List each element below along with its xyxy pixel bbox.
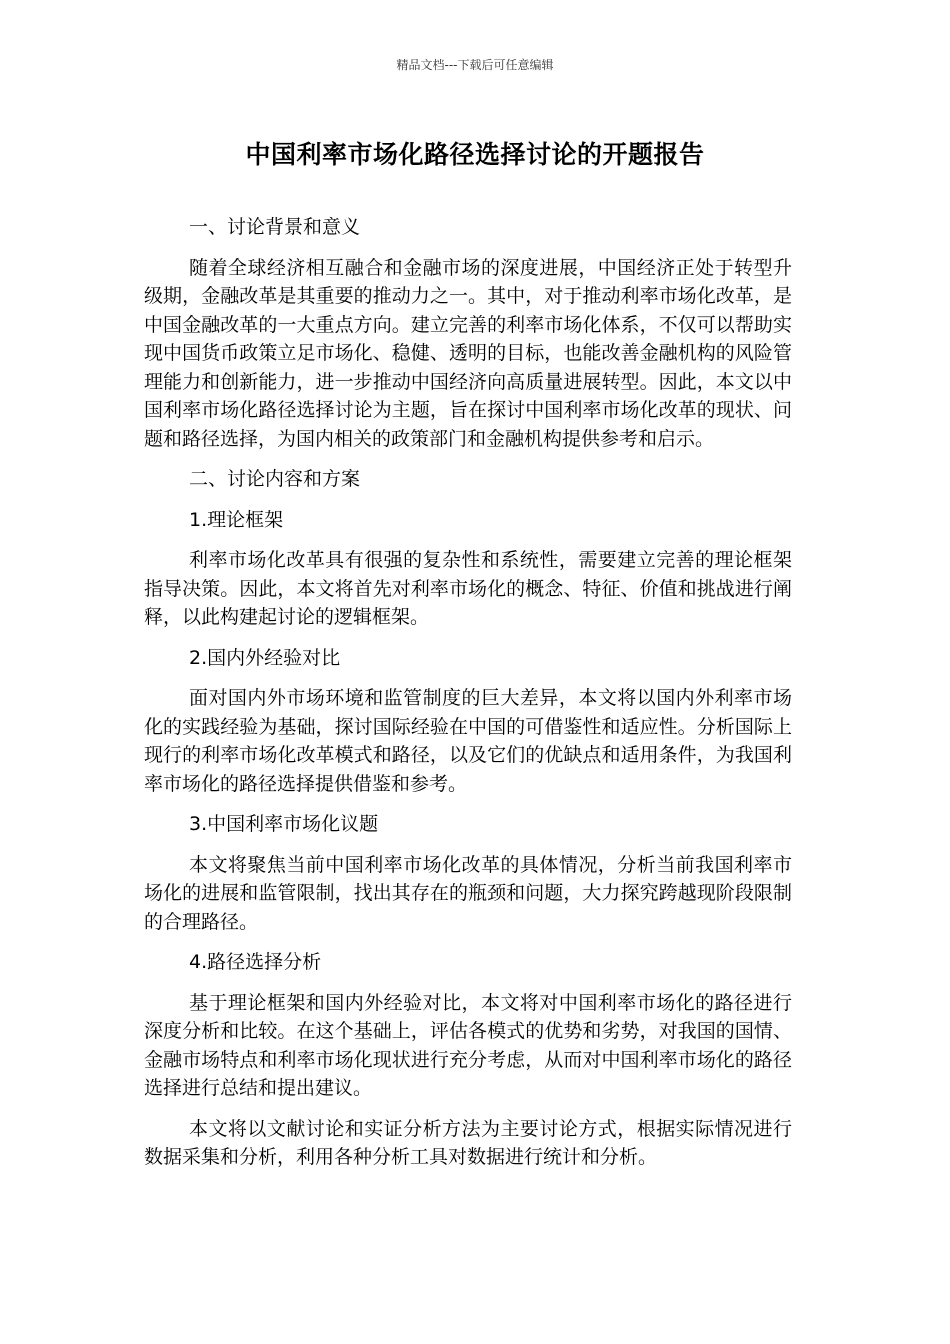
paragraph-comparison: 面对国内外市场环境和监管制度的巨大差异，本文将以国内外利率市场化的实践经验为基础，探讨国际经验在中国的可借鉴性和适应性。分析国际上现行的利率市场化改革模式和路径，以及它们的优缺点和适用条件，为我国利率市场化的路径选择提供借鉴和参考。 bbox=[144, 687, 792, 795]
paragraph-china-issues: 本文将聚焦当前中国利率市场化改革的具体情况，分析当前我国利率市场化的进展和监管限制，找出其存在的瓶颈和问题，大力探究跨越现阶段限制的合理路径。 bbox=[144, 853, 792, 933]
page-header-note: 精品文档---下载后可任意编辑 bbox=[396, 58, 554, 72]
paragraph-theory: 利率市场化改革具有很强的复杂性和系统性，需要建立完善的理论框架指导决策。因此，本文将首先对利率市场化的概念、特征、价值和挑战进行阐释，以此构建起讨论的逻辑框架。 bbox=[144, 549, 792, 628]
paragraph-background: 随着全球经济相互融合和金融市场的深度进展，中国经济正处于转型升级期，金融改革是其重要的推动力之一。其中，对于推动利率市场化改革，是中国金融改革的一大重点方向。建立完善的利率市场化体系，不仅可以帮助实现中国货币政策立足市场化、稳健、透明的目标，也能改善金融机构的风险管理能力和创新能力，进一步推动中国经济向高质量进展转型。因此，本文以中国利率市场化路径选择讨论为主题，旨在探讨中国利率市场化改革的现状、问题和路径选择，为国内相关的政策部门和金融机构提供参考和启示。 bbox=[144, 256, 792, 450]
document-body bbox=[144, 213, 792, 1184]
document-title: 中国利率市场化路径选择讨论的开题报告 bbox=[245, 140, 705, 169]
subsection-heading-theory: 1.理论框架 bbox=[189, 508, 284, 531]
subsection-heading-china-issues: 3.中国利率市场化议题 bbox=[189, 813, 379, 835]
subsection-heading-comparison: 2.国内外经验对比 bbox=[189, 646, 341, 669]
section-heading-background: 一、讨论背景和意义 bbox=[189, 216, 361, 238]
paragraph-path-analysis: 基于理论框架和国内外经验对比，本文将对中国利率市场化的路径进行深度分析和比较。在这个基础上，评估各模式的优势和劣势，对我国的国情、金融市场特点和利率市场化现状进行充分考虑，从而对中国利率市场化的路径选择进行总结和提出建议。 bbox=[144, 991, 792, 1099]
paragraph-method: 本文将以文献讨论和实证分析方法为主要讨论方式，根据实际情况进行数据采集和分析，利用各种分析工具对数据进行统计和分析。 bbox=[144, 1117, 792, 1168]
subsection-heading-path-analysis: 4.路径选择分析 bbox=[189, 951, 322, 973]
section-heading-content: 二、讨论内容和方案 bbox=[189, 468, 361, 490]
